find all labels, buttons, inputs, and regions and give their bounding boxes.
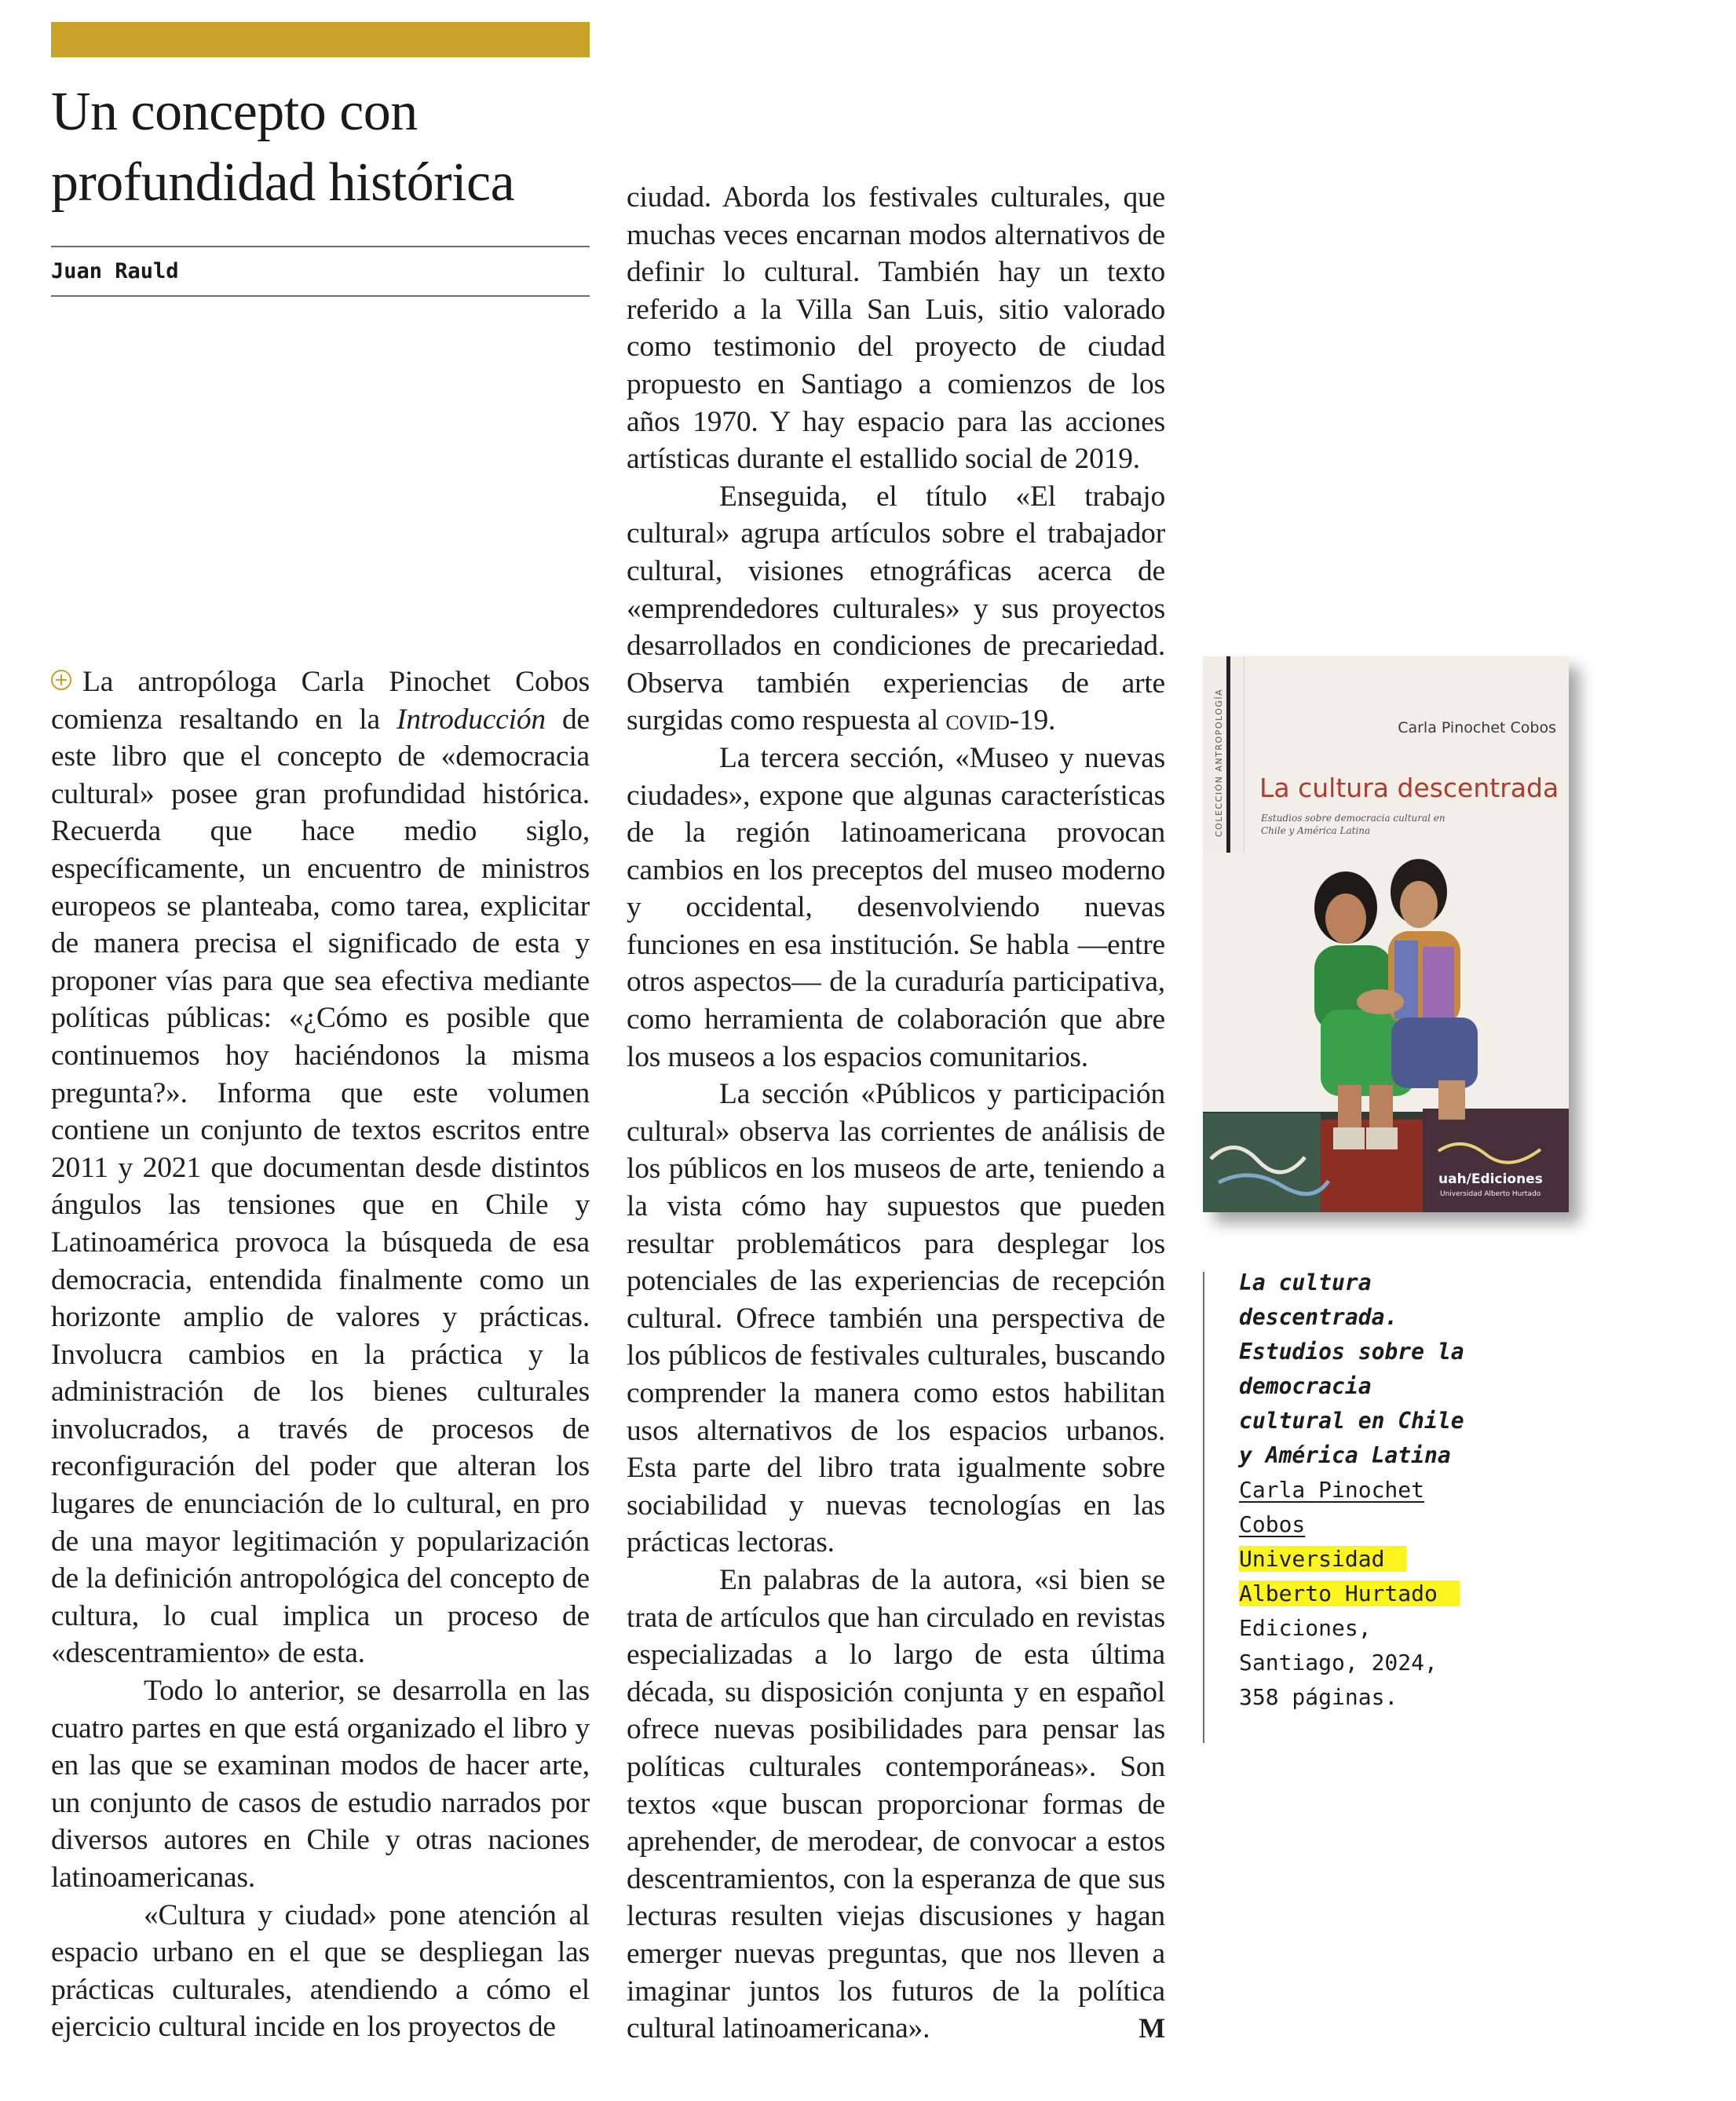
paragraph: ciudad. Aborda los festivales culturales, que muchas veces encarnan modos alternativos de definir lo cultural. También hay un texto referido a la Villa San Luis, sitio valorado como testimonio del proyecto de ciudad propuesto en Santiago a comienzos de los años 1970. Y hay espacio para las acciones artísticas durante el estallido social de 2019. (627, 181, 1165, 476)
paragraph: La antropóloga Carla Pinochet Cobos comienza resaltando en la Introducción de este libro que el concepto de «democracia cultural» posee gran profundidad histórica. Recuerda que hace medio siglo, específicamente, un encuentro de ministros europeos se planteaba, como tarea, explicitar de manera precisa el significado de esta y proponer vías para que sea efectiva mediante políticas públicas: «¿Cómo es posible que continuemos hoy haciéndonos la misma pregunta?». Informa que este volumen contiene un conjunto de textos escritos entre 2011 y 2021 que documentan desde distintos ángulos las tensiones que en Chile y Latinoamérica provoca la búsqueda de esa democracia, entendida finalmente como un horizonte amplio de valores y prácticas. Involucra cambios en la práctica y la administración de los bienes culturales involucrados, a través de procesos de reconfiguración del poder que alteran los lugares de enunciación de lo cultural, en pro de una mayor legitimación y popularización de la definición antropológica del concepto de cultura, lo cual implica un proceso de «descentramiento» de esta. (51, 666, 590, 1670)
caption-divider (1203, 1272, 1204, 1743)
paragraph: La tercera sección, «Museo y nuevas ciudades», expone que algunas características de la región latinoamericana provocan cambios en los preceptos del museo moderno y occidental, desenvolviendo nuevas funciones en esa institución. Se habla —entre otros aspectos— de la curaduría participativa, como herramienta de colaboración que abre los museos a los espacios comunitarios. (627, 741, 1165, 1073)
paragraph: Todo lo anterior, se desarrolla en las cuatro partes en que está organizado el libro y en las que se examinan modos de hacer arte, un conjunto de casos de estudio narrados por diversos autores en Chile y otras naciones latinoamericanas. (51, 1675, 590, 1894)
title-divider (51, 246, 590, 247)
cover-subtitle: Estudios sobre democracia cultural en Chile y América Latina (1261, 813, 1445, 836)
article-author: Juan Rauld (51, 259, 179, 283)
header-accent-bar (51, 22, 590, 57)
paragraph: La sección «Públicos y participación cultural» observa las corrientes de análisis de los públicos en los museos de arte, teniendo a la vista cómo hay supuestos que pueden resultar problemáticos para desplegar los potenciales de las experiencias de recepción cultural. Ofrece también una perspectiva de los públicos de festivales culturales, buscando comprender la manera como estos habilitan usos alternativos de los espacios urbanos. Esta parte del libro trata igualmente sobre sociabilidad y nuevas tecnologías en las prácticas lectoras. (627, 1078, 1165, 1559)
cover-series-label: COLECCIÓN ANTROPOLOGÍA (1214, 688, 1224, 837)
caption-author: Carla Pinochet Cobos (1239, 1477, 1425, 1537)
caption-details: Ediciones, Santiago, 2024, 358 páginas. (1239, 1615, 1438, 1710)
paragraph: «Cultura y ciudad» pone atención al espacio urbano en el que se despliegan las prácticas culturales, atendiendo a cómo el ejercicio cultural incide en los proyectos de (51, 1898, 590, 2044)
book-caption (1239, 1266, 1475, 1715)
cover-title: La cultura descentrada (1259, 773, 1559, 803)
paragraph: Enseguida, el título «El trabajo cultural» agrupa artículos sobre el trabajador cultural, visiones etnográficas acerca de «emprendedores culturales» y sus proyectos desarrollados en condiciones de precariedad. Observa también experiencias de arte surgidas como respuesta al covid-19. (627, 480, 1165, 737)
caption-book-title: La cultura descentrada. Estudios sobre la democracia cultural en Chile y América Latina (1239, 1270, 1464, 1468)
book-cover (1203, 656, 1569, 1212)
caption-publisher-highlight: Universidad Alberto Hurtado (1239, 1542, 1475, 1611)
article-column-2 (627, 179, 1165, 2048)
author-divider (51, 295, 590, 297)
section-ornament-icon (51, 670, 71, 690)
cover-illustration (1203, 853, 1569, 1212)
end-mark: M (1138, 2012, 1165, 2044)
cover-publisher-name: Universidad Alberto Hurtado (1440, 1190, 1541, 1198)
article-title: Un concepto con profundidad histórica (51, 82, 515, 213)
cover-author: Carla Pinochet Cobos (1398, 719, 1556, 736)
paragraph: En palabras de la autora, «si bien se trata de artículos que han circulado en revistas especializadas a lo largo de esta última década, su disposición conjunta y en español ofrece nuevas posibilidades para pensar las políticas culturales contemporáneas». Son textos «que buscan proporcionar formas de aprehender, de merodear, de convocar a estos descentramientos, con la esperanza de que sus lecturas resulten viejas discusiones y hagan emerger nuevas preguntas, que nos lleven a imaginar juntos los futuros de la política cultural latinoamericana». M (627, 1562, 1165, 2048)
article-column-1 (51, 663, 590, 2046)
cover-publisher-logo: uah/Ediciones (1438, 1171, 1543, 1187)
